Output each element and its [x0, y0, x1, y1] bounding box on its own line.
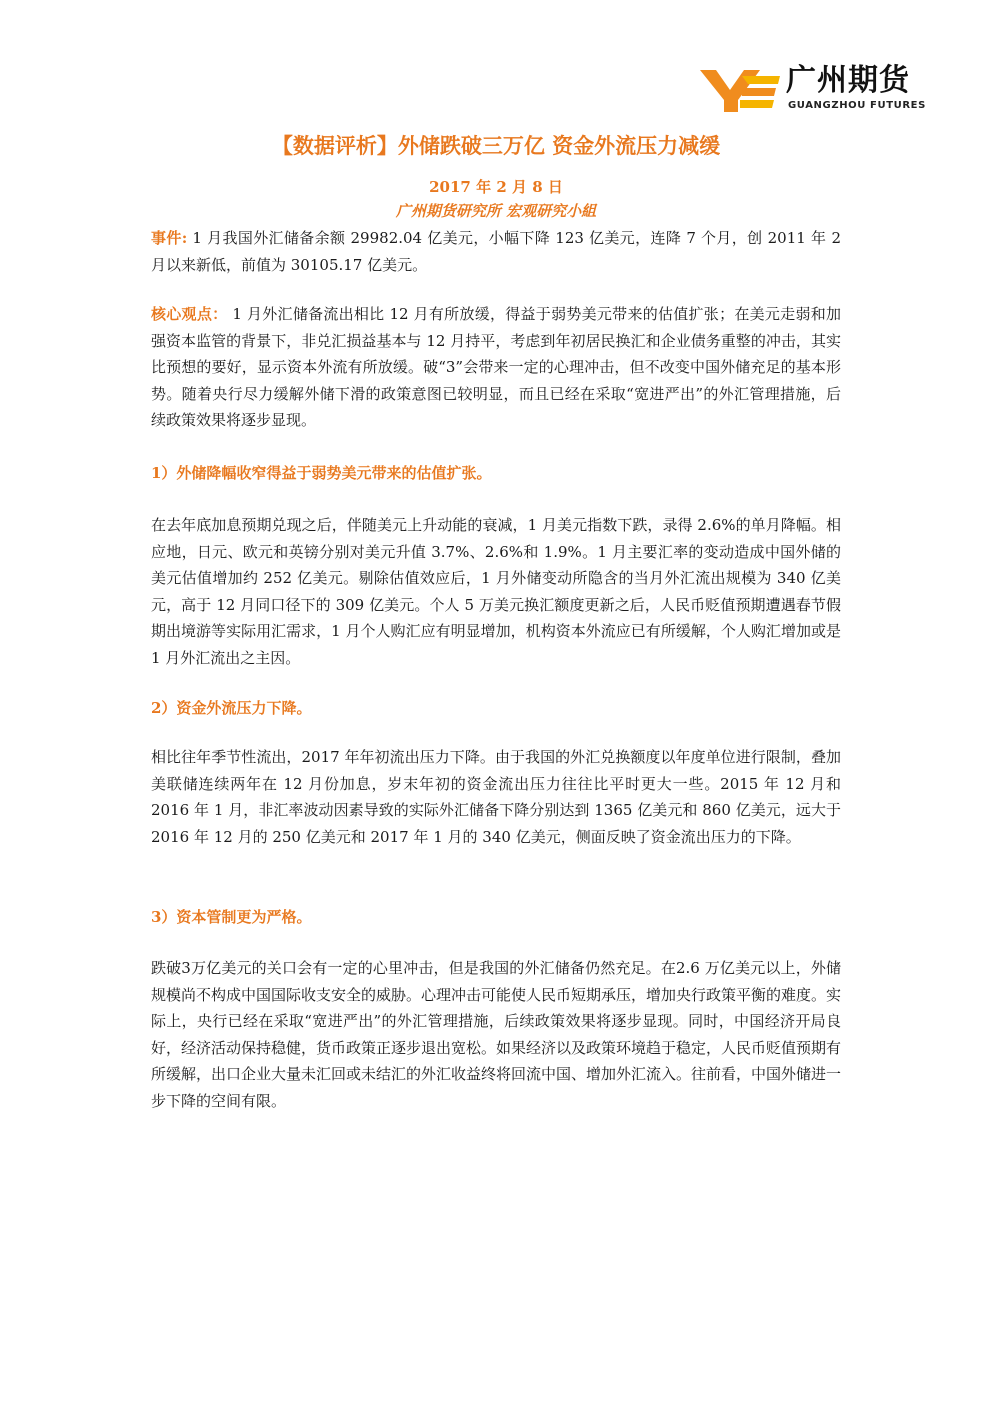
logo-name-en: GUANGZHOU FUTURES	[788, 100, 926, 111]
document-title: 【数据评析】外储跌破三万亿 资金外流压力减缓	[271, 133, 721, 158]
core-view-text: 1 月外汇储备流出相比 12 月有所放缓，得益于弱势美元带来的估值扩张；在美元走弱和加强资本监管的背景下，非兑汇损益基本与 12 月持平，考虑到年初居民换汇和企业债务重整的冲击，其实比预想的要好，显示资本外流有所放缓。破“3”会带来一定的心理冲击，但不改变中国外储充足的基本形势。随着央行尽力缓解外储下滑的政策意图已较明显，而且已经在采取“宽进严出”的外汇管理措施，后续政策效果将逐步显现。	[151, 305, 841, 429]
section-text-1: 在去年底加息预期兑现之后，伴随美元上升动能的衰减，1 月美元指数下跌，录得 2.6%的单月降幅。相应地，日元、欧元和英镑分别对美元升值 3.7%、2.6%和 1.9%。1 月主要汇率的变动造成中国外储的美元估值增加约 252 亿美元。剔除估值效应后，1 月外储变动所隐含的当月外汇流出规模为 340 亿美元，高于 12 月同口径下的 309 亿美元。个人 5 万美元换汇额度更新之后，人民币贬值预期遭遇春节假期出境游等实际用汇需求，1 月个人购汇应有明显增加，机构资本外流应已有所缓解，个人购汇增加或是 1 月外汇流出之主因。	[151, 516, 841, 667]
event-text: 1 月我国外汇储备余额 29982.04 亿美元，小幅下降 123 亿美元，连降 7 个月，创 2011 年 2 月以来新低，前值为 30105.17 亿美元。	[151, 229, 841, 274]
document-author: 广州期货研究所 宏观研究小組	[395, 202, 597, 220]
event-paragraph	[151, 225, 841, 278]
logo-mark-icon	[700, 66, 780, 114]
section-text-3: 跌破3万亿美元的关口会有一定的心里冲击，但是我国的外汇储备仍然充足。在2.6 万亿美元以上，外储规模尚不构成中国国际收支安全的威胁。心理冲击可能使人民币短期承压，增加央行政策平衡的难度。实际上，央行已经在采取“宽进严出”的外汇管理措施，后续政策效果将逐步显现。同时，中国经济开局良好，经济活动保持稳健，货币政策正逐步退出宽松。如果经济以及政策环境趋于稳定，人民币贬值预期有所缓解，出口企业大量未汇回或未结汇的外汇收益终将回流中国、增加外汇流入。往前看，中国外储进一步下降的空间有限。	[151, 959, 842, 1110]
logo-name-cn: 广州期货	[786, 63, 910, 98]
section-heading-2: 2）资金外流压力下降。	[151, 699, 312, 717]
section-heading-1: 1）外储降幅收窄得益于弱势美元带来的估值扩张。	[151, 464, 492, 482]
event-label: 事件:	[151, 229, 188, 247]
section-heading-3: 3）资本管制更为严格。	[151, 908, 312, 926]
section-text-2: 相比往年季节性流出，2017 年年初流出压力下降。由于我国的外汇兑换额度以年度单位进行限制，叠加美联储连续两年在 12 月份加息，岁末年初的资金流出压力往往比平时更大一些。2015 年 12 月和 2016 年 1 月，非汇率波动因素导致的实际外汇储备下降分别达到 1365 亿美元和 860 亿美元，远大于 2016 年 12 月的 250 亿美元和 2017 年 1 月的 340 亿美元，侧面反映了资金流出压力的下降。	[151, 748, 841, 846]
core-view-label: 核心观点：	[151, 305, 228, 323]
core-view-paragraph	[151, 301, 841, 434]
document-date: 2017 年 2 月 8 日	[429, 178, 563, 196]
company-logo	[700, 62, 926, 118]
